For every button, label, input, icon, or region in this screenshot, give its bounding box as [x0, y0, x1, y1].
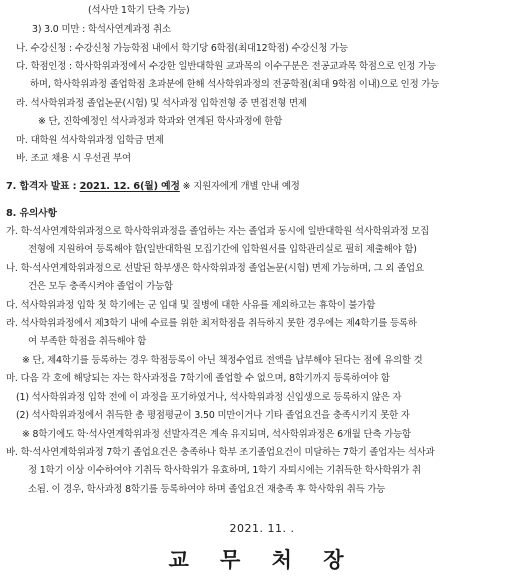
announcement-note: ※ 지원자에게 개별 안내 예정 [179, 181, 300, 192]
caution-ra-note: ※ 단, 제4학기를 등록하는 경우 학점등록이 아닌 책정수업료 전액을 납부해야 된다는 점에 유의할 것 [22, 355, 423, 366]
caution-ra: 라. 석사학위과정에서 제3학기 내에 수료를 위한 최저학점을 취득하지 못한 경우에는 제4학기를 등록하 [6, 318, 417, 329]
caution-ga-cont: 전형에 지원하여 등록해야 함(일반대학원 모집기간에 입학원서를 입학관리실로 필히 제출해야 함) [28, 244, 417, 255]
note-related-course: ※ 단, 진학예정인 석사과정과 학과와 연계된 학사과정에 한함 [38, 116, 283, 127]
academic-affairs-dean: 교 무 처 장 [168, 547, 356, 572]
section-7-title: 7. 합격자 발표 : [6, 181, 80, 192]
caution-ma-2: (2) 석사학위과정에서 취득한 총 평점평균이 3.50 미만이거나 기타 졸업요건을 충족시키지 못한 자 [16, 410, 410, 421]
caution-ma-1: (1) 석사학위과정 입학 전에 이 과정을 포기하였거나, 석사학위과정 신입생으로 등록하지 않은 자 [16, 392, 402, 403]
item-credit-recognition-cont: 하며, 학사학위과정 졸업학점 초과분에 한해 석사학위과정의 전공학점(최대 9학점 이내)으로 인정 가능 [30, 79, 440, 90]
item-admission-fee-exemption: 마. 대학원 석사학위과정 입학금 면제 [16, 135, 164, 146]
caution-ma: 마. 다음 각 호에 해당되는 자는 학사과정을 7학기에 졸업할 수 없으며, 8학기까지 등록하여야 함 [6, 373, 390, 384]
note-masters-only: (석사만 1학기 단축 가능) [88, 5, 190, 16]
section-8-title: 8. 유의사항 [6, 208, 57, 219]
item-ta-priority: 바. 조교 채용 시 우선권 부여 [16, 153, 131, 164]
announcement-date: 2021. 12. 6(월) 예정 [79, 181, 180, 192]
caution-ba-cont: 정 1학기 이상 이수하여야 기취득 학사학위가 유효하며, 1학기 자퇴시에는 기취득한 학사학위가 취 [28, 465, 421, 476]
issue-date: 2021. 11. . [229, 522, 295, 535]
item-credit-recognition: 다. 학점인정 : 학사학위과정에서 수강한 일반대학원 교과목의 이수구분은 전공교과목 학점으로 인정 가능 [16, 61, 436, 72]
caution-ma-note: ※ 8학기에도 학·석사연계학위과정 선발자격은 계속 유지되며, 석사학위과정은 6개월 단축 가능함 [22, 429, 411, 440]
caution-ga: 가. 학·석사연계학위과정으로 학사학위과정을 졸업하는 자는 졸업과 동시에 일반대학원 석사학위과정 모집 [6, 226, 430, 237]
caution-ba: 바. 학·석사연계학위과정 7학기 졸업요건은 충족하나 학부 조기졸업요건이 미달하는 7학기 졸업자는 석사과 [6, 447, 435, 458]
item-under-3-cancel: 3) 3.0 미만 : 학석사연계과정 취소 [32, 24, 171, 35]
caution-na: 나. 학·석사연계학위과정으로 선발된 학부생은 학사학위과정 졸업논문(시험) 면제 가능하며, 그 외 졸업요 [6, 263, 424, 274]
caution-ra-cont: 여 부족한 학점을 취득해야 함 [28, 336, 147, 347]
caution-da: 다. 석사학위과정 입학 첫 학기에는 군 입대 및 질병에 대한 사유를 제외하고는 휴학이 불가함 [6, 300, 376, 311]
item-thesis-exemption: 라. 석사학위과정 졸업논문(시험) 및 석사과정 입학전형 중 면접전형 면제 [16, 98, 307, 109]
caution-na-cont: 건은 모두 충족시켜야 졸업이 가능함 [28, 281, 173, 292]
section-7-announcement [6, 181, 300, 193]
item-course-registration: 나. 수강신청 : 수강신청 가능학점 내에서 학기당 6학점(최대12학점) 수강신청 가능 [16, 43, 348, 54]
caution-ba-cont-2: 소됨. 이 경우, 학사과정 8학기를 등록하여야 하며 졸업요건 재충족 후 학사학위 취득 가능 [28, 484, 386, 495]
